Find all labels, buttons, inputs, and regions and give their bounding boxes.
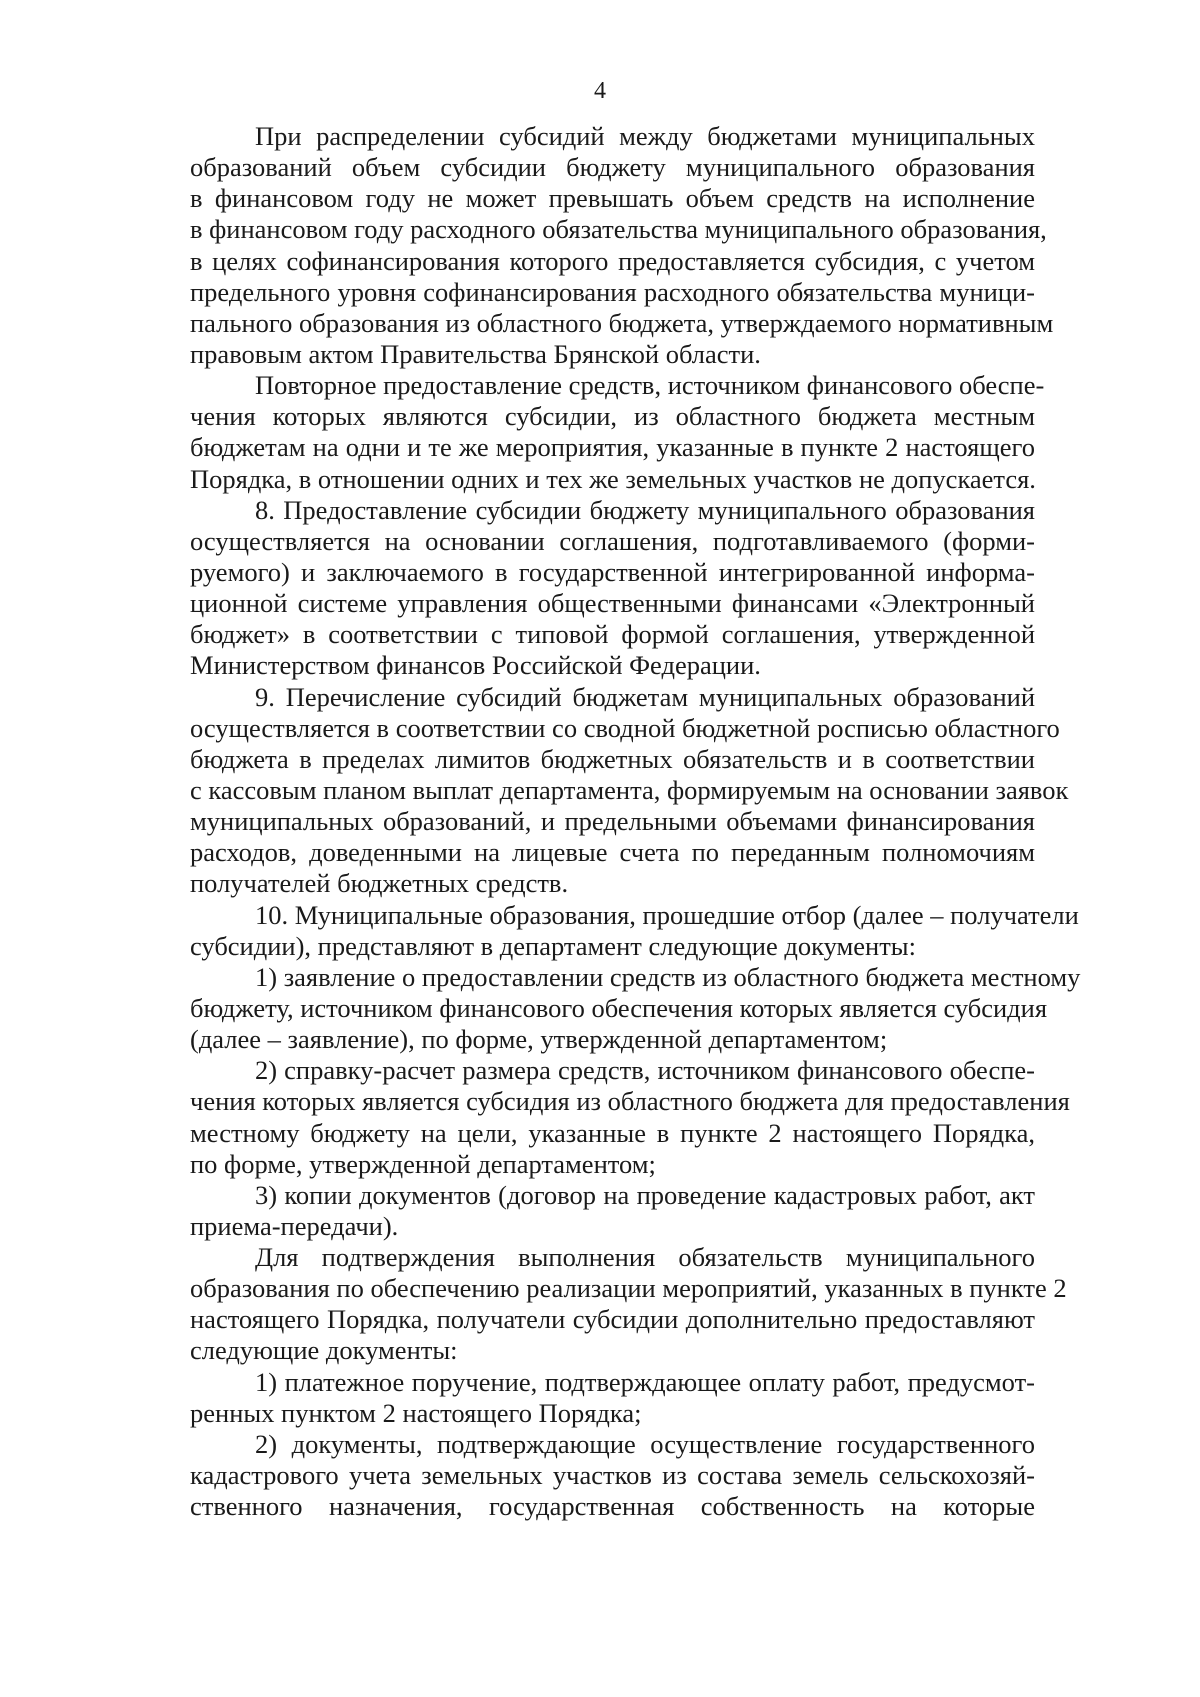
text-line: Повторное предоставление средств, источником финансового обеспе-: [255, 370, 1045, 401]
text-line: 2) документы, подтверждающие осуществление государственного: [255, 1428, 1035, 1459]
clause-8: [0, 495, 1200, 682]
paragraph-repeated-provision: [0, 370, 1200, 495]
text-line: кадастрового учета земельных участков из состава земель сельскохозяй-: [190, 1460, 1035, 1491]
text-line: настоящего Порядка, получатели субсидии дополнительно предоставляют: [190, 1304, 1035, 1335]
text-line: расходов, доведенными на лицевые счета по переданным полномочиям: [190, 837, 1035, 868]
text-line: 10. Муниципальные образования, прошедшие отбор (далее – получатели: [255, 899, 1079, 930]
text-line: бюджета в пределах лимитов бюджетных обязательств и в соответствии: [190, 743, 1035, 774]
text-line: 1) платежное поручение, подтверждающее оплату работ, предусмот-: [255, 1366, 1035, 1397]
clause-10: [0, 900, 1200, 1243]
text-line: бюджетам на одни и те же мероприятия, указанные в пункте 2 настоящего: [190, 432, 1035, 463]
text-line: бюджету, источником финансового обеспечения которых является субсидия: [190, 992, 1048, 1023]
text-line: приема-передачи).: [190, 1210, 399, 1241]
text-line: в финансовом году расходного обязательства муниципального образования,: [190, 214, 1047, 245]
text-line: Для подтверждения выполнения обязательств муниципального: [255, 1242, 1035, 1273]
text-line: по форме, утвержденной департаментом;: [190, 1148, 656, 1179]
document-body: [0, 121, 1200, 1522]
text-line: чения которых являются субсидии, из областного бюджета местным: [190, 401, 1035, 432]
text-line: муниципальных образований, и предельными объемами финансирования: [190, 806, 1035, 837]
text-line: в целях софинансирования которого предоставляется субсидия, с учетом: [190, 245, 1035, 276]
text-line: осуществляется в соответствии со сводной бюджетной росписью областного: [190, 712, 1060, 743]
text-line: образований объем субсидии бюджету муниципального образования: [190, 152, 1035, 183]
text-line: 9. Перечисление субсидий бюджетам муниципальных образований: [255, 681, 1035, 712]
text-line: пального образования из областного бюджета, утверждаемого нормативным: [190, 307, 1054, 338]
text-line: местному бюджету на цели, указанные в пункте 2 настоящего Порядка,: [190, 1117, 1035, 1148]
text-line: с кассовым планом выплат департамента, формируемым на основании заявок: [190, 774, 1069, 805]
text-line: 2) справку-расчет размера средств, источником финансового обеспе-: [255, 1055, 1035, 1086]
paragraph-distribution: [0, 121, 1200, 370]
text-line: ственного назначения, государственная собственность на которые: [190, 1491, 1035, 1522]
text-line: Министерством финансов Российской Федерации.: [190, 650, 761, 681]
text-line: Порядка, в отношении одних и тех же земельных участков не допускается.: [190, 463, 1036, 494]
text-line: следующие документы:: [190, 1335, 458, 1366]
text-line: (далее – заявление), по форме, утвержденной департаментом;: [190, 1024, 888, 1055]
text-line: осуществляется на основании соглашения, подготавливаемого (форми-: [190, 525, 1035, 556]
text-line: чения которых является субсидия из областного бюджета для предоставления: [190, 1086, 1070, 1117]
text-line: правовым актом Правительства Брянской области.: [190, 338, 761, 369]
text-line: 3) копии документов (договор на проведение кадастровых работ, акт: [255, 1179, 1035, 1210]
text-line: руемого) и заключаемого в государственной интегрированной информа-: [190, 556, 1035, 587]
paragraph-confirmation: [0, 1242, 1200, 1522]
text-line: в финансовом году не может превышать объем средств на исполнение: [190, 183, 1035, 214]
text-line: бюджет» в соответствии с типовой формой соглашения, утвержденной: [190, 619, 1035, 650]
text-line: При распределении субсидий между бюджетами муниципальных: [255, 121, 1035, 151]
clause-9: [0, 682, 1200, 900]
text-line: предельного уровня софинансирования расходного обязательства муници-: [190, 276, 1035, 307]
text-line: образования по обеспечению реализации мероприятий, указанных в пункте 2: [190, 1273, 1067, 1304]
text-line: ренных пунктом 2 настоящего Порядка;: [190, 1397, 642, 1428]
text-line: ционной системе управления общественными финансами «Электронный: [190, 588, 1035, 619]
page-number: 4: [594, 78, 606, 104]
text-line: получателей бюджетных средств.: [190, 868, 569, 899]
text-line: субсидии), представляют в департамент следующие документы:: [190, 930, 916, 961]
text-line: 8. Предоставление субсидии бюджету муниципального образования: [255, 494, 1035, 525]
text-line: 1) заявление о предоставлении средств из областного бюджета местному: [255, 961, 1081, 992]
